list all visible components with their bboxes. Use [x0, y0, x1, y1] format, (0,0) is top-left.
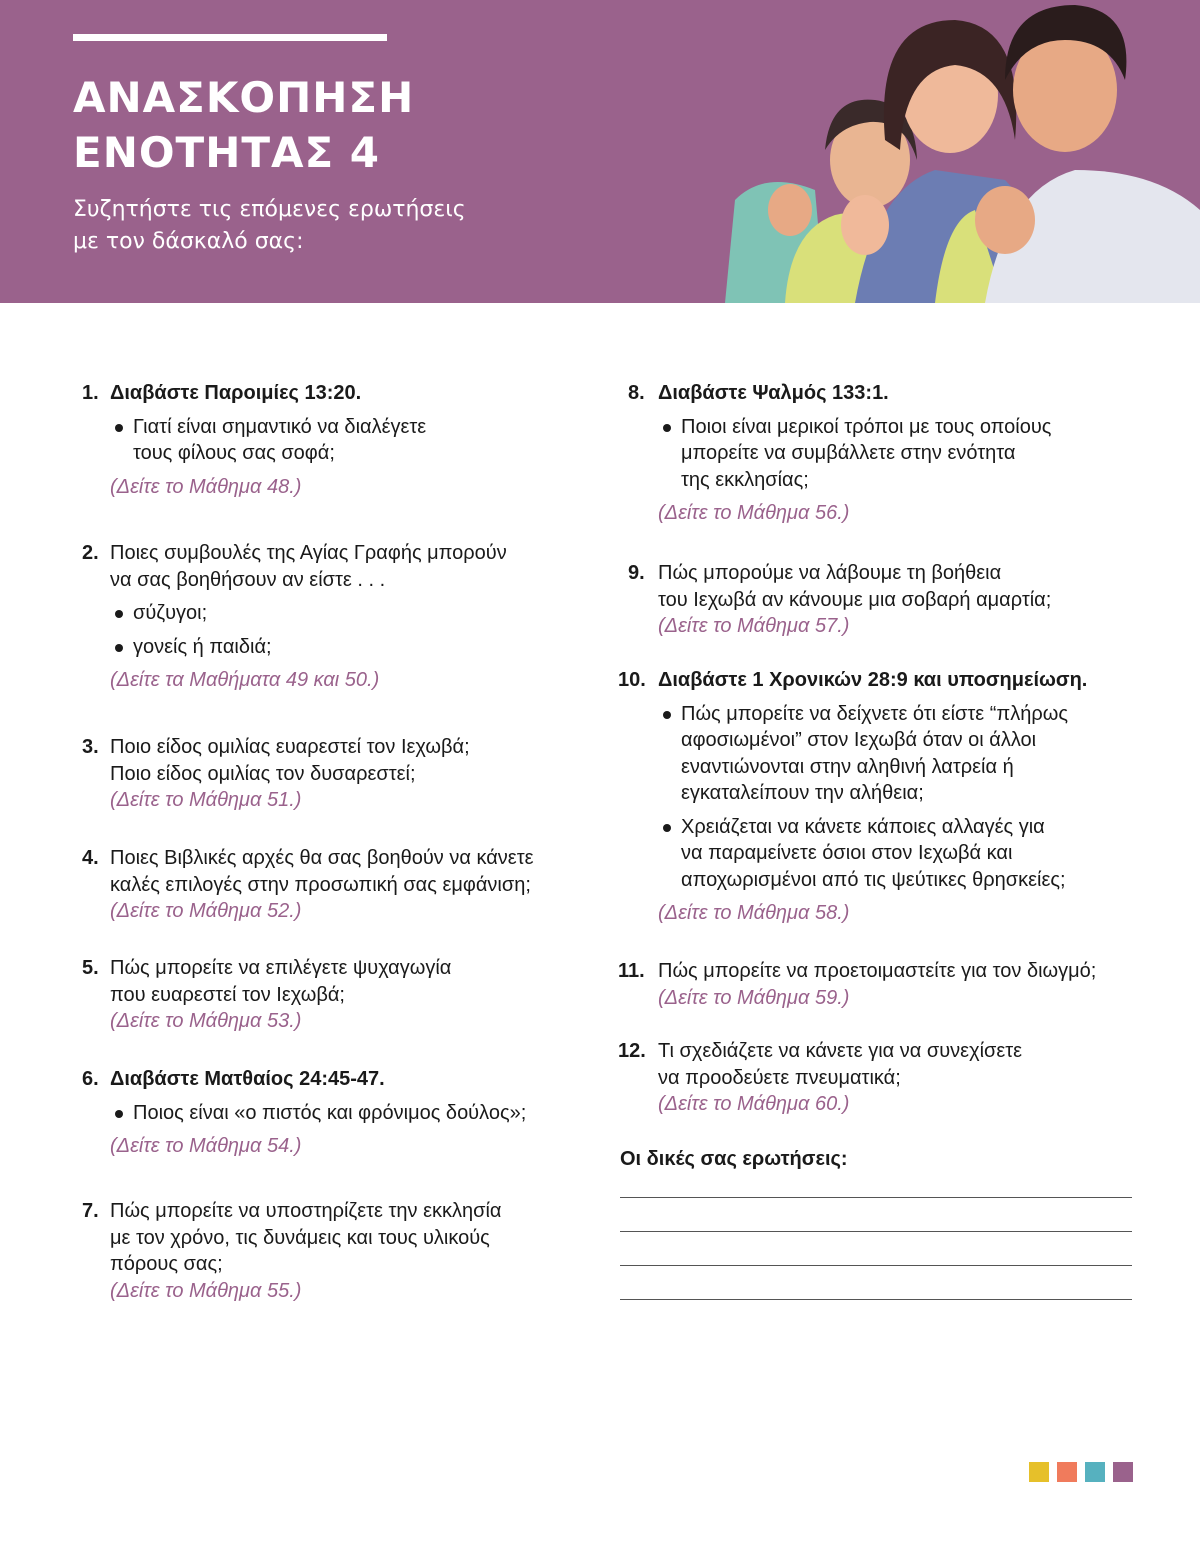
bullet-list [110, 600, 507, 660]
subtitle-line: με τον δάσκαλό σας: [73, 229, 304, 254]
bullet-item [113, 414, 426, 467]
own-questions-label: Οι δικές σας ερωτήσεις: [620, 1148, 848, 1170]
lesson-reference[interactable]: (Δείτε το Μάθημα 55.) [110, 1279, 302, 1302]
bullet-text-line: να παραμείνετε όσιοι στον Ιεχωβά και [681, 842, 1013, 864]
question-number: 1. [82, 382, 99, 404]
page-title [73, 70, 414, 180]
bullet-text-line: Γιατί είναι σημαντικό να διαλέγετε [133, 415, 427, 438]
lesson-reference[interactable]: (Δείτε το Μάθημα 48.) [110, 475, 302, 498]
orange-square-decoration [1057, 1462, 1077, 1482]
yellow-square-decoration [1029, 1462, 1049, 1482]
question-text-line: Ποιες Βιβλικές αρχές θα σας βοηθούν να κάνετε [110, 847, 534, 869]
question-item [82, 955, 452, 1035]
question-text-line: Πώς μπορούμε να λάβουμε τη βοήθεια [658, 562, 1002, 584]
title-line: ΑΝΑΣΚΟΠΗΣΗ [73, 73, 415, 122]
writing-line[interactable] [620, 1299, 1132, 1300]
bullet-text-line: αποχωρισμένοι από τις ψεύτικες θρησκείες; [681, 868, 1066, 891]
question-number: 9. [628, 562, 645, 584]
question-text-line: Διαβάστε Ψαλμός 133:1. [658, 382, 889, 404]
bullet-list [110, 1100, 526, 1127]
question-number: 11. [618, 960, 645, 982]
bullet-text-line: σύζυγοι; [133, 602, 208, 624]
question-number: 12. [618, 1040, 646, 1062]
question-text-line: Ποιο είδος ομιλίας τον δυσαρεστεί; [110, 762, 416, 785]
bullet-item [661, 814, 1087, 894]
bullet-text-line: Χρειάζεται να κάνετε κάποιες αλλαγές για [681, 815, 1045, 838]
title-line: ΕΝΟΤΗΤΑΣ 4 [73, 128, 381, 177]
question-number: 4. [82, 847, 99, 869]
question-text-line: Πώς μπορείτε να υποστηρίζετε την εκκλησία [110, 1200, 502, 1222]
bullet-text-line: αφοσιωμένοι” στον Ιεχωβά όταν οι άλλοι [681, 729, 1037, 751]
bullet-item [661, 414, 1051, 494]
question-number: 7. [82, 1200, 99, 1222]
question-text-line: πόρους σας; [110, 1253, 223, 1275]
question-text-line: Πώς μπορείτε να προετοιμαστείτε για τον διωγμό; [658, 960, 1097, 982]
question-item [82, 380, 427, 500]
bullet-item [113, 600, 507, 627]
bullet-item [113, 634, 507, 661]
lesson-reference[interactable]: (Δείτε τα Μαθήματα 49 και 50.) [110, 669, 380, 691]
bullet-text-line: τους φίλους σας σοφά; [133, 442, 335, 464]
question-number: 8. [628, 382, 645, 404]
lesson-reference[interactable]: (Δείτε το Μάθημα 57.) [658, 615, 850, 637]
question-item [82, 845, 534, 925]
question-item [618, 667, 1088, 927]
bullet-list [110, 414, 426, 467]
bullet-text-line: γονείς ή παιδιά; [133, 635, 272, 658]
question-text-line: Πώς μπορείτε να επιλέγετε ψυχαγωγία [110, 957, 452, 979]
bullet-text-line: Πώς μπορείτε να δείχνετε ότι είστε “πλήρως [681, 702, 1068, 725]
bullet-item [661, 701, 1087, 807]
question-item [628, 560, 1052, 640]
subtitle-line: Συζητήστε τις επόμενες ερωτήσεις [73, 197, 466, 222]
lesson-reference[interactable]: (Δείτε το Μάθημα 51.) [110, 789, 302, 811]
subtitle [73, 194, 466, 258]
question-number: 2. [82, 542, 99, 564]
question-text-line: Ποιο είδος ομιλίας ευαρεστεί τον Ιεχωβά; [110, 736, 470, 758]
writing-line[interactable] [620, 1197, 1132, 1198]
question-text-line: καλές επιλογές στην προσωπική σας εμφάνιση; [110, 873, 531, 896]
bullet-text-line: μπορείτε να συμβάλλετε στην ενότητα [681, 442, 1016, 464]
question-item [82, 540, 507, 694]
bullet-text-line: εγκαταλείπουν την αλήθεια; [681, 782, 924, 804]
question-text-line: Διαβάστε 1 Χρονικών 28:9 και υποσημείωση. [658, 669, 1088, 691]
question-text-line: να προοδεύετε πνευματικά; [658, 1066, 901, 1089]
family-praying-illustration [705, 0, 1200, 303]
bullet-text-line: Ποιος είναι «ο πιστός και φρόνιμος δούλος»; [133, 1101, 527, 1124]
lesson-reference[interactable]: (Δείτε το Μάθημα 60.) [658, 1093, 850, 1115]
question-number: 3. [82, 736, 99, 758]
teal-square-decoration [1085, 1462, 1105, 1482]
lesson-reference[interactable]: (Δείτε το Μάθημα 59.) [658, 986, 850, 1009]
lesson-reference[interactable]: (Δείτε το Μάθημα 58.) [658, 902, 850, 924]
question-item [82, 734, 470, 814]
question-number: 10. [618, 669, 646, 691]
bullet-item [113, 1100, 526, 1127]
purple-square-decoration [1113, 1462, 1133, 1482]
question-text-line: να σας βοηθήσουν αν είστε . . . [110, 568, 386, 591]
question-item [618, 958, 1097, 1011]
writing-line[interactable] [620, 1265, 1132, 1266]
question-text-line: Τι σχεδιάζετε να κάνετε για να συνεχίσετε [658, 1040, 1023, 1062]
bullet-text-line: εναντιώνονται στην αληθινή λατρεία ή [681, 755, 1014, 778]
question-text-line: Διαβάστε Παροιμίες 13:20. [110, 382, 362, 404]
header-banner [0, 0, 1200, 303]
question-text-line: με τον χρόνο, τις δυνάμεις και τους υλικούς [110, 1226, 490, 1249]
question-number: 6. [82, 1068, 99, 1090]
header-rule [73, 34, 387, 41]
question-text-line: του Ιεχωβά αν κάνουμε μια σοβαρή αμαρτία; [658, 588, 1052, 611]
lesson-reference[interactable]: (Δείτε το Μάθημα 56.) [658, 502, 850, 524]
bullet-text-line: Ποιοι είναι μερικοί τρόποι με τους οποίους [681, 415, 1052, 438]
lesson-reference[interactable]: (Δείτε το Μάθημα 53.) [110, 1010, 302, 1032]
question-number: 5. [82, 957, 99, 979]
question-text-line: Ποιες συμβουλές της Αγίας Γραφής μπορούν [110, 542, 507, 564]
lesson-reference[interactable]: (Δείτε το Μάθημα 52.) [110, 900, 302, 922]
question-text-line: Διαβάστε Ματθαίος 24:45-47. [110, 1068, 385, 1090]
bullet-list [658, 701, 1087, 894]
writing-line[interactable] [620, 1231, 1132, 1232]
lesson-reference[interactable]: (Δείτε το Μάθημα 54.) [110, 1135, 302, 1157]
bullet-text-line: της εκκλησίας; [681, 468, 809, 491]
bullet-list [658, 414, 1051, 494]
question-item [618, 1038, 1023, 1118]
question-item [628, 380, 1052, 527]
question-text-line: που ευαρεστεί τον Ιεχωβά; [110, 983, 345, 1006]
question-item [82, 1198, 502, 1304]
question-item [82, 1066, 527, 1160]
